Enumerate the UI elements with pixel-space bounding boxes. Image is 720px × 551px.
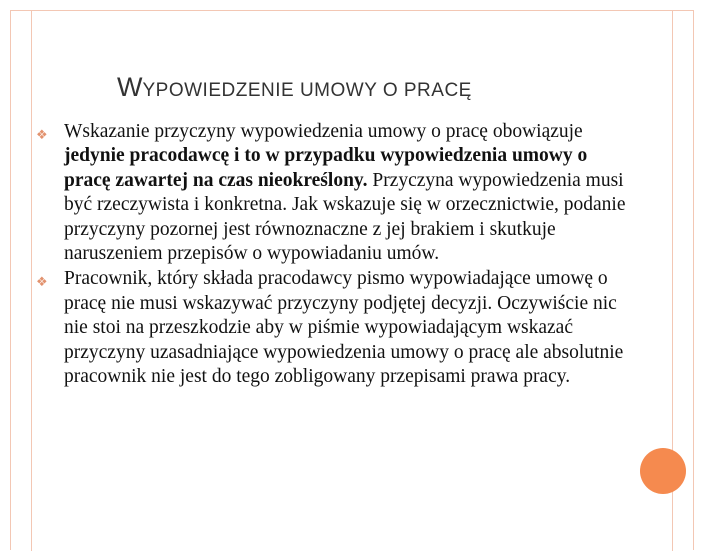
diamond-bullet-icon: ❖ bbox=[36, 128, 48, 143]
title-rest: YPOWIEDZENIE UMOWY O PRACĘ bbox=[142, 80, 472, 101]
bullet-text-part: Wskazanie przyczyny wypowiedzenia umowy o pracę obowiązuje bbox=[64, 121, 583, 142]
slide-content bbox=[36, 120, 636, 390]
bullet-text-part: Pracownik, który składa pracodawcy pismo wypowiadające umowę o pracę nie musi wskazywać przyczyny podjętej decyzji. Oczywiście nic nie stoi na przeszkodzie aby w piśmie wypowiadającym wskazać przyczyny uzasadniające wypowiedzenia umowy o pracę ale absolutnie pracownik nie jest do tego zobligowany przepisami prawa pracy. bbox=[64, 268, 624, 388]
title-first-letter: W bbox=[117, 72, 143, 102]
bullet-text-part: Przyczyna wypowiedzenia musi być rzeczywista i konkretna. Jak wskazuje się w orzecznictwie, podanie przyczyny pozornej jest równoznaczne z jej brakiem i skutkuje naruszeniem przepisów o wypowiadaniu umów. bbox=[64, 169, 626, 265]
decorative-circle bbox=[640, 448, 686, 494]
bullet-item bbox=[36, 120, 636, 266]
bullet-text-bold: jedynie pracodawcę i to w przypadku wypowiedzenia umowy o pracę zawartej na czas nieokreślony. bbox=[64, 145, 588, 191]
frame-line-left bbox=[31, 11, 32, 551]
bullet-item bbox=[36, 267, 636, 389]
slide-title bbox=[117, 72, 472, 103]
diamond-bullet-icon: ❖ bbox=[36, 275, 48, 291]
